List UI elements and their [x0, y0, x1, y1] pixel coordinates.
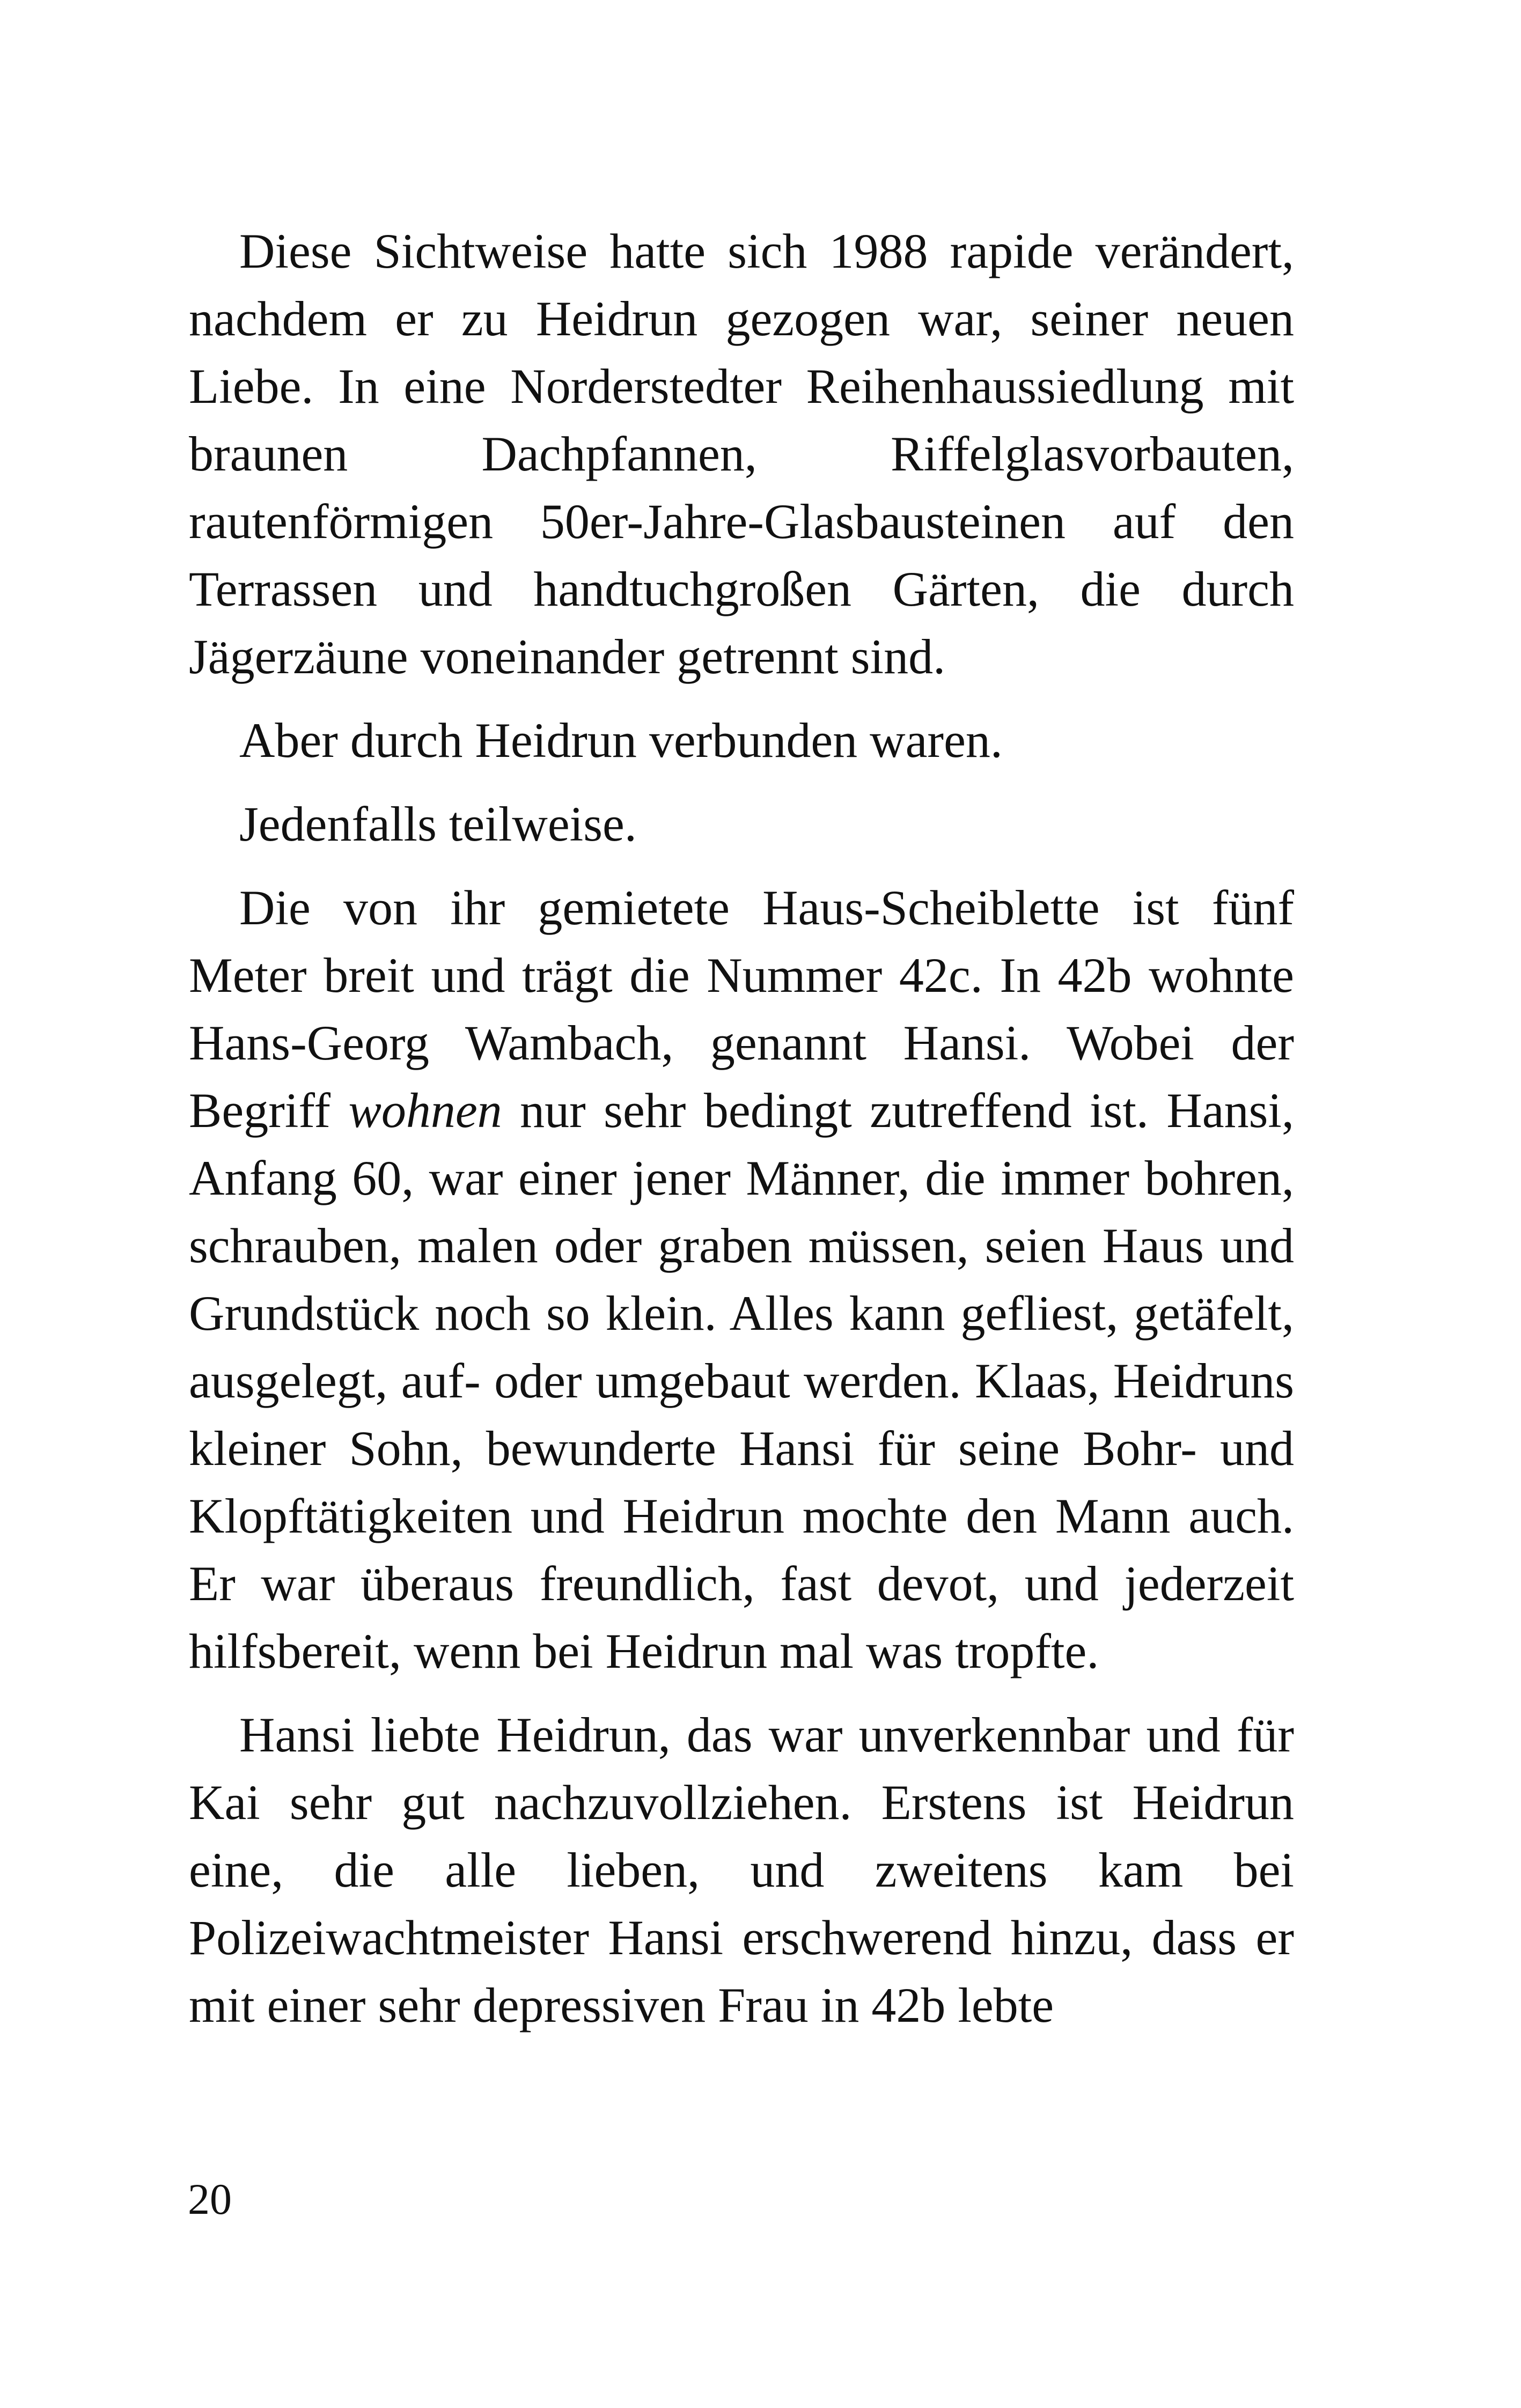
body-text [189, 217, 1294, 2039]
paragraph-4-emphasis: wohnen [348, 1083, 502, 1138]
paragraph-4-before: Die von ihr gemietete Haus-Scheiblette ist fünf Meter breit und trägt die Nummer 42c. In 42b wohnte Hans-Georg Wambach, genannt Hansi. Wobei der Begriff [189, 880, 1294, 1138]
paragraph-2: Aber durch Heidrun verbunden waren. [239, 713, 1003, 768]
paragraph-3: Jedenfalls teilweise. [239, 797, 637, 851]
paragraph-1: Diese Sichtweise hatte sich 1988 rapide verändert, nachdem er zu Heidrun gezogen war, seiner neuen Liebe. In eine Norderstedter Reihenhaussiedlung mit braunen Dachpfannen, Riffelglasvorbauten, rautenförmigen 50er-Jahre-Glasbausteinen auf den Terrassen und handtuchgroßen Gärten, die durch Jägerzäune voneinander getrennt sind. [189, 224, 1294, 684]
paragraph-4 [189, 874, 1294, 1685]
paragraph-4-after: nur sehr bedingt zutreffend ist. Hansi, Anfang 60, war einer jener Männer, die immer bohren, schrauben, malen oder graben müssen, seien Haus und Grundstück noch so klein. Alles kann gefliest, getäfelt, ausgelegt, auf- oder umgebaut werden. Klaas, Heidruns kleiner Sohn, bewunderte Hansi für seine Bohr- und Klopftätigkeiten und Heidrun mochte den Mann auch. Er war überaus freundlich, fast devot, und jederzeit hilfsbereit, wenn bei Heidrun mal was tropfte. [189, 1083, 1294, 1678]
paragraph-5: Hansi liebte Heidrun, das war unverkennbar und für Kai sehr gut nachzuvollziehen. Erstens ist Heidrun eine, die alle lieben, und zweitens kam bei Polizeiwachtmeister Hansi erschwerend hinzu, dass er mit einer sehr depressiven Frau in 42b lebte [189, 1707, 1294, 2033]
page-number: 20 [188, 2175, 232, 2223]
